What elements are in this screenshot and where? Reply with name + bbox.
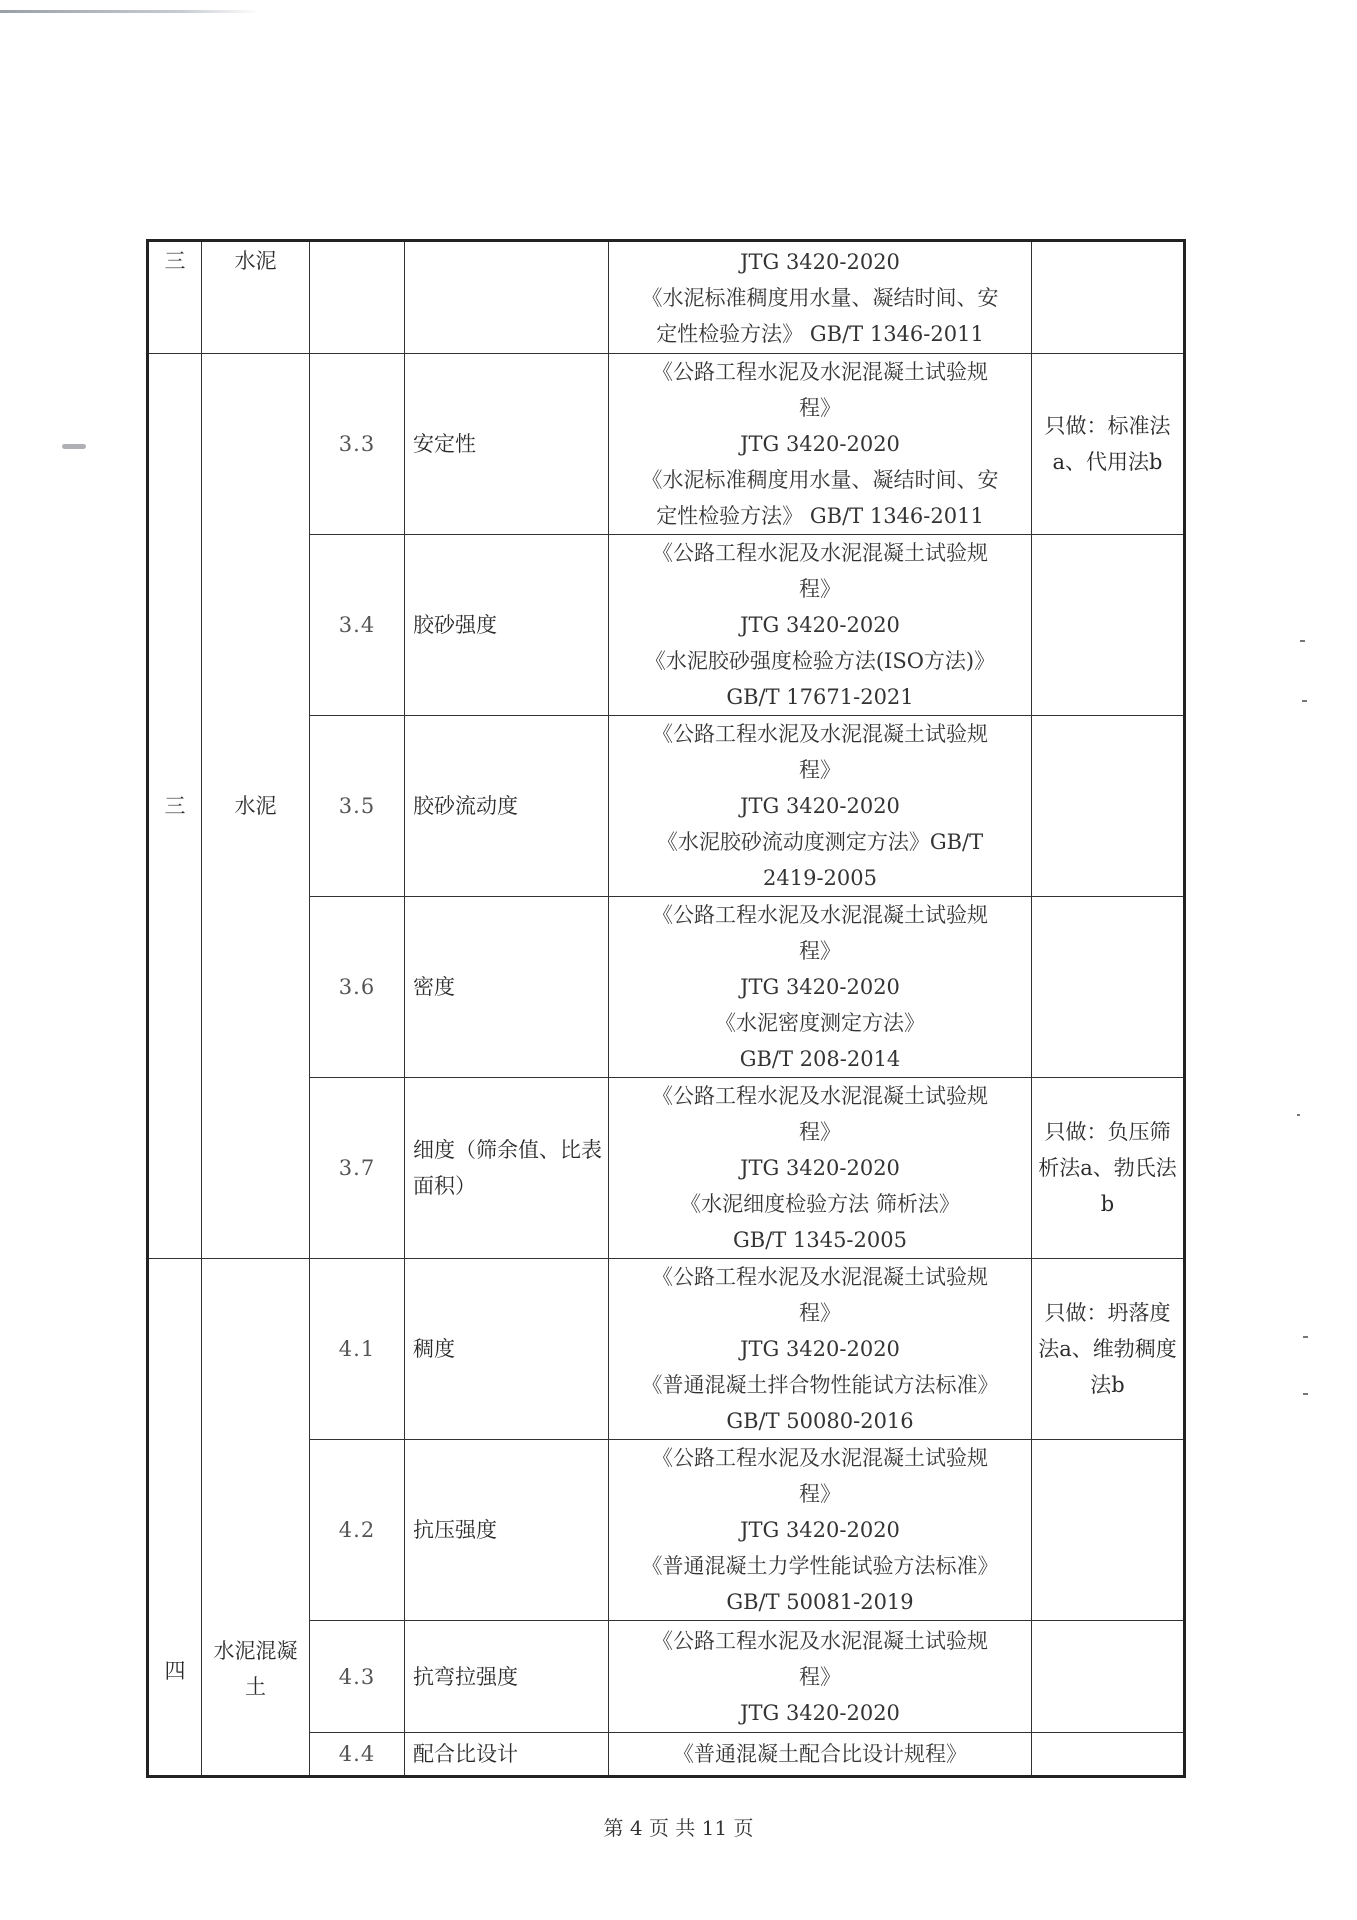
limitation-note: 只做：负压筛析法a、勃氏法b: [1032, 1078, 1185, 1259]
standard-line: 《公路工程水泥及水泥混凝土试验规: [652, 722, 988, 746]
parameter-name: [405, 241, 609, 354]
standard-cell: [609, 1440, 1032, 1621]
standard-line: 程》: [799, 1482, 841, 1506]
standard-line: JTG 3420-2020: [740, 432, 900, 456]
limitation-note: 只做：坍落度法a、维勃稠度法b: [1032, 1259, 1185, 1440]
standard-line: 《普通混凝土配合比设计规程》: [673, 1742, 967, 1766]
standard-cell: [609, 897, 1032, 1078]
item-code: 4.3: [310, 1621, 405, 1733]
standard-cell: [609, 1621, 1032, 1733]
parameter-name: 密度: [405, 897, 609, 1078]
section-name: 水泥: [202, 354, 310, 1259]
standard-line: JTG 3420-2020: [740, 249, 900, 274]
standard-line: JTG 3420-2020: [740, 975, 900, 999]
limitation-note: [1032, 716, 1185, 897]
section-name: 水泥混凝土: [202, 1259, 310, 1777]
standard-line: 《公路工程水泥及水泥混凝土试验规: [652, 903, 988, 927]
standard-cell: [609, 535, 1032, 716]
parameter-name: 抗弯拉强度: [405, 1621, 609, 1733]
page-footer: 第 4 页 共 11 页: [603, 1816, 754, 1840]
table-row: [148, 354, 1185, 535]
section-number: 三: [148, 241, 202, 354]
item-code: [310, 241, 405, 354]
standard-line: JTG 3420-2020: [740, 613, 900, 637]
limitation-note: [1032, 1440, 1185, 1621]
standard-line: JTG 3420-2020: [740, 1518, 900, 1542]
standard-line: 《水泥细度检验方法 筛析法》: [680, 1192, 960, 1216]
parameter-name: 胶砂强度: [405, 535, 609, 716]
standard-line: GB/T 1345-2005: [733, 1228, 907, 1252]
standard-line: GB/T 50080-2016: [726, 1409, 914, 1433]
scan-artifact-speck: [1303, 1393, 1308, 1395]
standard-line: 《水泥标准稠度用水量、凝结时间、安: [641, 468, 999, 492]
scan-artifact-speck: [1300, 640, 1305, 642]
standard-line: 2419-2005: [763, 866, 877, 890]
limitation-note: [1032, 241, 1185, 354]
standard-line: JTG 3420-2020: [740, 1156, 900, 1180]
standard-line: 《公路工程水泥及水泥混凝土试验规: [652, 541, 988, 565]
standard-line: 《普通混凝土力学性能试验方法标准》: [641, 1554, 999, 1578]
standard-line: GB/T 50081-2019: [726, 1590, 914, 1614]
item-code: 4.2: [310, 1440, 405, 1621]
standard-line: 《公路工程水泥及水泥混凝土试验规: [652, 1265, 988, 1289]
item-code: 4.1: [310, 1259, 405, 1440]
standard-line: GB/T 208-2014: [739, 1047, 901, 1071]
standard-line: 《公路工程水泥及水泥混凝土试验规: [652, 1084, 988, 1108]
standard-line: 程》: [799, 577, 841, 601]
standard-line: 《水泥胶砂流动度测定方法》GB/T: [656, 830, 984, 854]
standard-line: 《水泥胶砂强度检验方法(ISO方法)》: [644, 649, 996, 673]
standard-line: 程》: [799, 939, 841, 963]
parameter-name: 胶砂流动度: [405, 716, 609, 897]
standard-line: 《公路工程水泥及水泥混凝土试验规: [652, 1628, 988, 1653]
item-code: 3.4: [310, 535, 405, 716]
standard-cell: [609, 716, 1032, 897]
standard-line: 《普通混凝土拌合物性能试方法标准》: [641, 1373, 999, 1397]
standard-line: 程》: [799, 1664, 841, 1689]
parameter-name: 稠度: [405, 1259, 609, 1440]
section-number: 四: [148, 1259, 202, 1777]
scan-artifact-line: [0, 10, 260, 13]
limitation-note: [1032, 897, 1185, 1078]
item-code: 3.3: [310, 354, 405, 535]
standard-line: 程》: [799, 396, 841, 420]
scan-artifact-speck: [1302, 700, 1307, 702]
standards-table: [146, 239, 1186, 1778]
parameter-name: 配合比设计: [405, 1733, 609, 1777]
standard-line: 程》: [799, 1301, 841, 1325]
table-row: [148, 1259, 1185, 1440]
standard-line: 《公路工程水泥及水泥混凝土试验规: [652, 1446, 988, 1470]
standard-line: 定性检验方法》 GB/T 1346-2011: [656, 321, 984, 346]
standard-cell: [609, 1733, 1032, 1777]
limitation-note: [1032, 1621, 1185, 1733]
parameter-name: 安定性: [405, 354, 609, 535]
parameter-name: 抗压强度: [405, 1440, 609, 1621]
section-name: 水泥: [202, 241, 310, 354]
item-code: 3.7: [310, 1078, 405, 1259]
scan-artifact-smudge: [62, 444, 86, 449]
standard-line: JTG 3420-2020: [740, 1700, 900, 1725]
standard-line: 《公路工程水泥及水泥混凝土试验规: [652, 360, 988, 384]
standard-line: GB/T 17671-2021: [726, 685, 914, 709]
standard-line: 《水泥密度测定方法》: [715, 1011, 925, 1035]
limitation-note: 只做：标准法a、代用法b: [1032, 354, 1185, 535]
limitation-note: [1032, 535, 1185, 716]
item-code: 3.6: [310, 897, 405, 1078]
scan-artifact-speck: [1303, 1336, 1308, 1338]
limitation-note: [1032, 1733, 1185, 1777]
standard-cell: [609, 241, 1032, 354]
table-row: [148, 241, 1185, 354]
item-code: 3.5: [310, 716, 405, 897]
standard-line: 程》: [799, 758, 841, 782]
scan-artifact-speck: [1297, 1114, 1300, 1116]
standard-cell: [609, 1259, 1032, 1440]
standard-cell: [609, 354, 1032, 535]
standard-line: 《水泥标准稠度用水量、凝结时间、安: [641, 285, 999, 310]
parameter-name: 细度（筛余值、比表面积）: [405, 1078, 609, 1259]
item-code: 4.4: [310, 1733, 405, 1777]
standard-cell: [609, 1078, 1032, 1259]
standard-line: JTG 3420-2020: [740, 794, 900, 818]
standard-line: 程》: [799, 1120, 841, 1144]
standard-line: 定性检验方法》 GB/T 1346-2011: [656, 504, 984, 528]
standard-line: JTG 3420-2020: [740, 1337, 900, 1361]
section-number: 三: [148, 354, 202, 1259]
